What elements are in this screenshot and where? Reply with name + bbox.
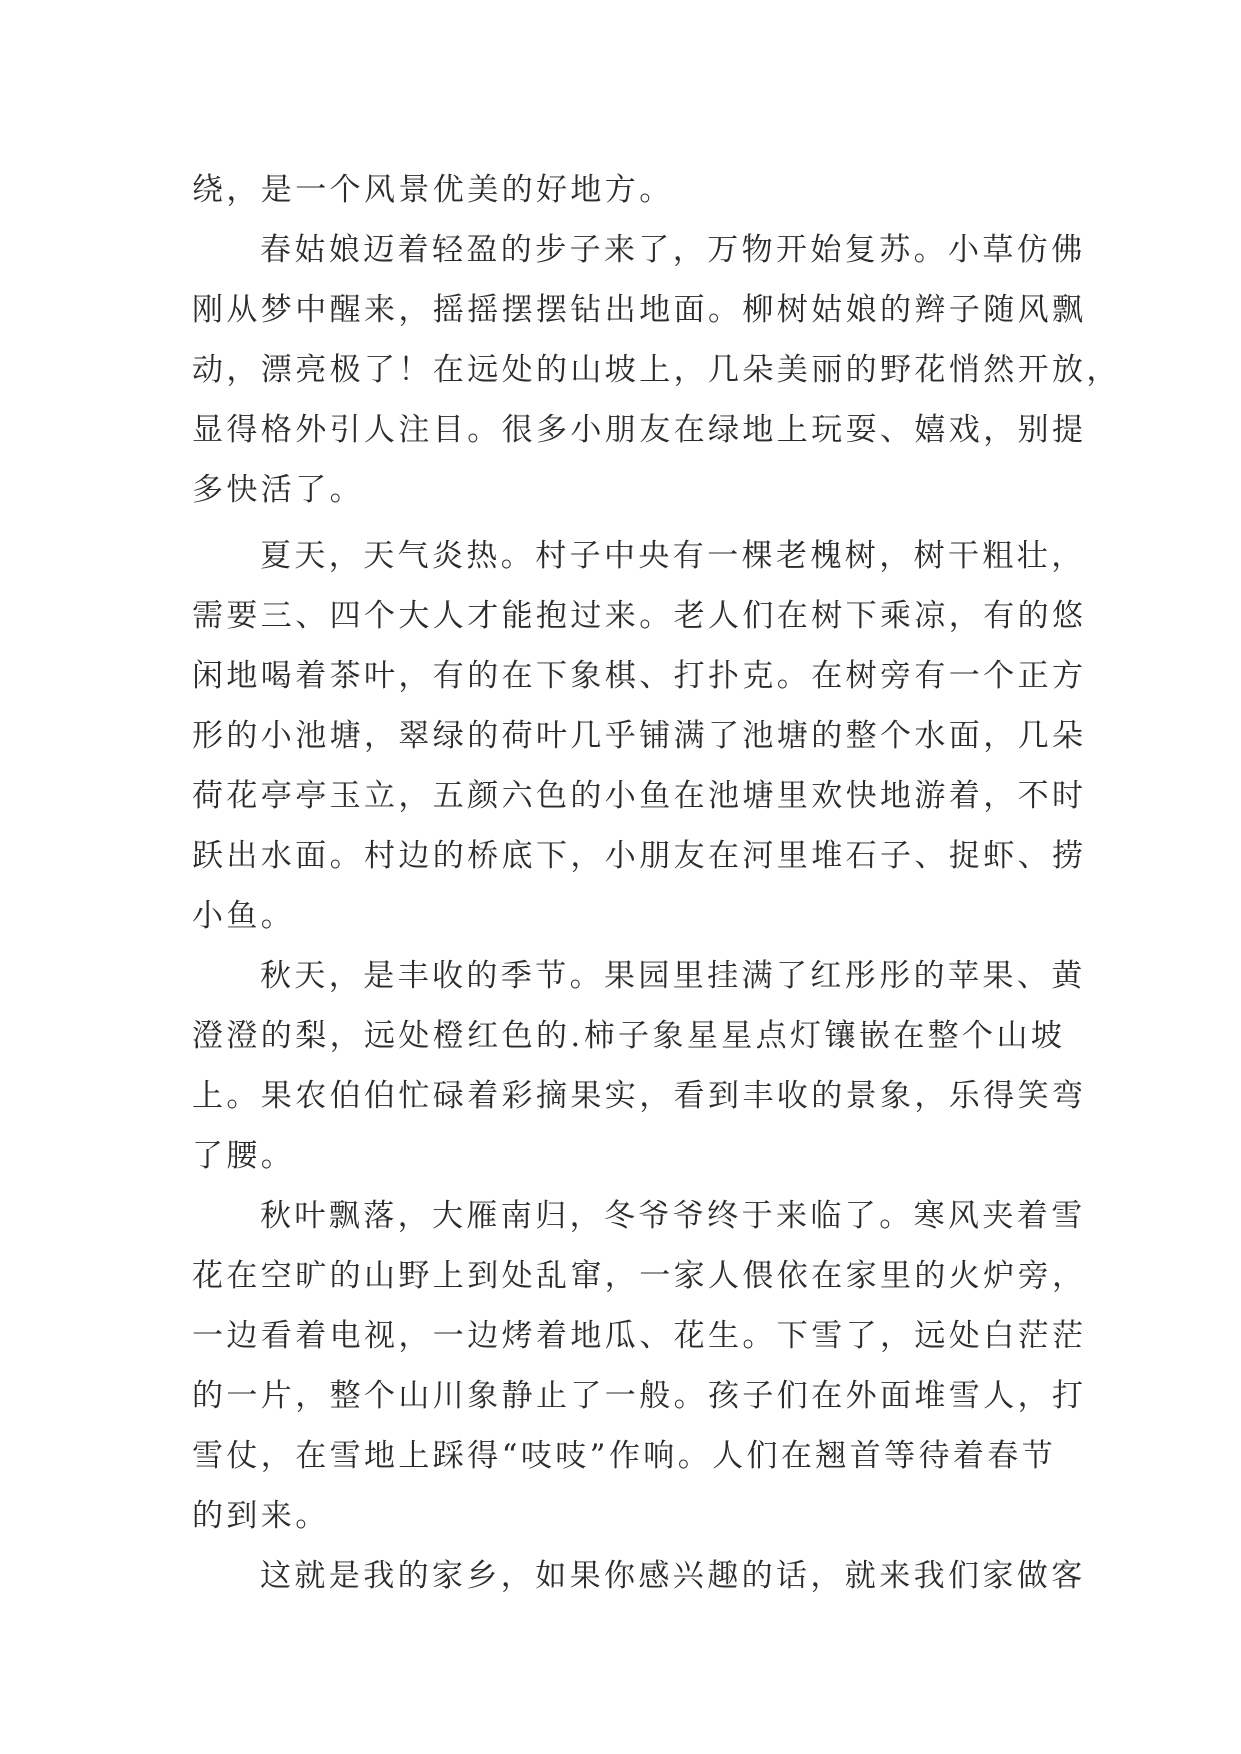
text-line: 的一片，整个山川象静止了一般。孩子们在外面堆雪人，打	[192, 1378, 1087, 1414]
text-line: 春姑娘迈着轻盈的步子来了，万物开始复苏。小草仿佛	[260, 232, 1086, 268]
text-line: 需要三、四个大人才能抱过来。老人们在树下乘凉，有的悠	[192, 598, 1087, 634]
text-line: 雪仗，在雪地上踩得“吱吱”作响。人们在翘首等待着春节	[192, 1438, 1057, 1474]
text-line: 形的小池塘，翠绿的荷叶几乎铺满了池塘的整个水面，几朵	[192, 718, 1087, 754]
text-line: 花在空旷的山野上到处乱窜，一家人偎依在家里的火炉旁，	[192, 1258, 1087, 1294]
text-line: 秋天，是丰收的季节。果园里挂满了红彤彤的苹果、黄	[260, 958, 1086, 994]
text-line: 上。果农伯伯忙碌着彩摘果实，看到丰收的景象，乐得笑弯	[192, 1078, 1087, 1114]
text-line: 闲地喝着茶叶，有的在下象棋、打扑克。在树旁有一个正方	[192, 658, 1087, 694]
text-line: 了腰。	[192, 1138, 296, 1174]
text-line: 的到来。	[192, 1498, 330, 1534]
text-line: 夏天，天气炎热。村子中央有一棵老槐树，树干粗壮，	[260, 538, 1086, 574]
text-line: 动，漂亮极了！在远处的山坡上，几朵美丽的野花悄然开放，	[192, 352, 1121, 388]
text-line: 荷花亭亭玉立，五颜六色的小鱼在池塘里欢快地游着，不时	[192, 778, 1087, 814]
text-line: 刚从梦中醒来，摇摇摆摆钻出地面。柳树姑娘的辫子随风飘	[192, 292, 1087, 328]
text-line: 显得格外引人注目。很多小朋友在绿地上玩耍、嬉戏，别提	[192, 412, 1087, 448]
text-line: 跃出水面。村边的桥底下，小朋友在河里堆石子、捉虾、捞	[192, 838, 1087, 874]
text-line: 一边看着电视，一边烤着地瓜、花生。下雪了，远处白茫茫	[192, 1318, 1087, 1354]
text-line: 绕，是一个风景优美的好地方。	[192, 172, 674, 208]
text-line: 小鱼。	[192, 898, 296, 934]
text-line: 这就是我的家乡，如果你感兴趣的话，就来我们家做客	[260, 1558, 1086, 1594]
text-line: 澄澄的梨，远处橙红色的.柿子象星星点灯镶嵌在整个山坡	[192, 1018, 1066, 1054]
text-line: 秋叶飘落，大雁南归，冬爷爷终于来临了。寒风夹着雪	[260, 1198, 1086, 1234]
essay-text	[192, 160, 1121, 1606]
text-line: 多快活了。	[192, 472, 364, 508]
